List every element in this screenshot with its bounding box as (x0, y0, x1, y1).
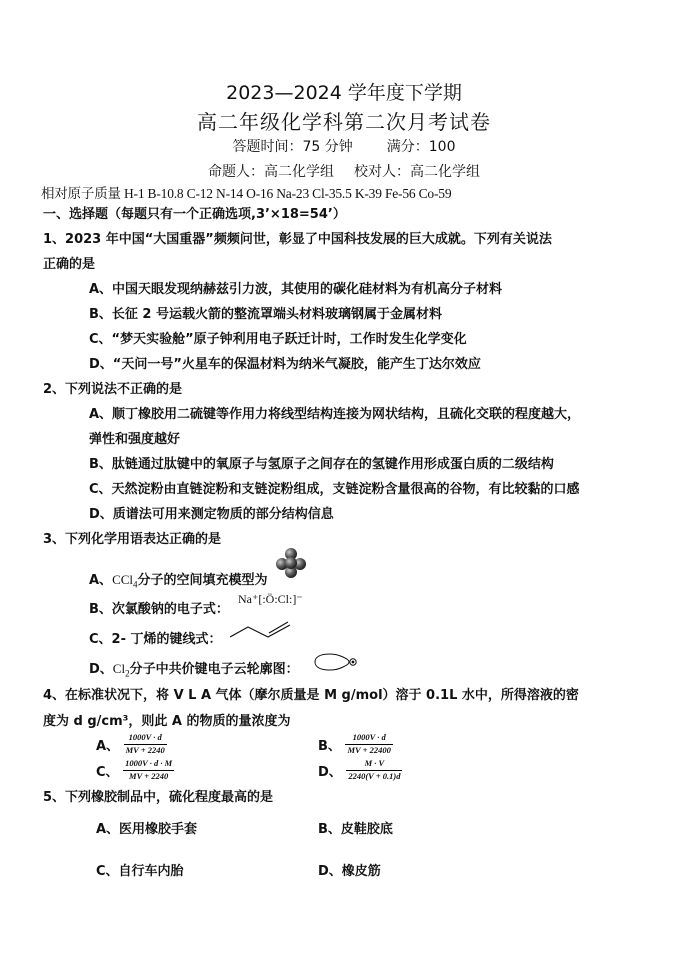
sodium-hypochlorite-electron-formula: Na⁺[:Ö:Cl:]⁻ (238, 592, 303, 606)
q3-option-c: C、2- 丁烯的键线式： (89, 632, 222, 647)
ccl4-formula: CCl (112, 572, 134, 587)
q2-stem: 2、下列说法不正确的是 (43, 382, 183, 397)
q5-stem: 5、下列橡胶制品中，硫化程度最高的是 (43, 790, 274, 805)
q5-option-c: C、自行车内胎 (96, 864, 184, 879)
q1-option-b: B、长征 2 号运载火箭的整流罩端头材料玻璃钢属于金属材料 (89, 307, 443, 322)
2-butene-skeletal-formula-icon (228, 620, 296, 640)
q3-option-d: D、$Cl_2$分子中共价键电子云轮廓图： (89, 661, 299, 679)
q4-option-c: C、 $\frac{1000V \cdot d \cdot M}{MV + 2240}$ (96, 758, 173, 781)
q4-option-a: A、 $\frac{1000V \cdot d}{MV + 2240}$ (96, 732, 165, 755)
q5-option-b: B、皮鞋胶底 (318, 822, 393, 837)
q1-stem-line1: 1、2023 年中国“大国重器”频频问世，彰显了中国科技发展的巨大成就。下列有关说法 (43, 232, 552, 247)
cl2-formula: Cl (112, 661, 126, 676)
q3-stem: 3、下列化学用语表达正确的是 (43, 532, 222, 547)
q4-option-a-fraction: $\frac{1000V \cdot d}{MV + 2240}$ (125, 732, 165, 755)
q2-option-c: C、天然淀粉由直链淀粉和支链淀粉组成，支链淀粉含量很高的谷物，有比较黏的口感 (89, 482, 580, 497)
q5-option-a: A、医用橡胶手套 (96, 822, 198, 837)
exam-title: 高二年级化学科第二次月考试卷 (197, 110, 491, 134)
q4-option-d-fraction: $\frac{M \cdot V}{2240(V + 0.1)d}$ (348, 758, 401, 781)
q4-stem-line2: 度为 d g/cm³，则此 A 的物质的量浓度为 (43, 714, 291, 729)
exam-authors (0, 161, 688, 181)
q3-option-b: B、次氯酸钠的电子式： (89, 602, 229, 617)
year-heading: 2023—2024 学年度下学期 (226, 82, 462, 104)
q1-option-a: A、中国天眼发现纳赫兹引力波，其使用的碳化硅材料为有机高分子材料 (89, 282, 503, 297)
q2-option-a-line1: A、顺丁橡胶用二硫键等作用力将线型结构连接为网状结构，且硫化交联的程度越大， (89, 407, 581, 422)
q4-option-b-fraction: $\frac{1000V \cdot d}{MV + 22400}$ (347, 732, 391, 755)
time-label: 答题时间：75 分钟 (232, 139, 353, 155)
q4-option-d: D、 $\frac{M \cdot V}{2240(V + 0.1)d}$ (318, 758, 401, 781)
q1-option-c: C、“梦天实验舱”原子钟利用电子跃迁计时，工作时发生化学变化 (89, 332, 467, 347)
q4-option-c-fraction: $\frac{1000V \cdot d \cdot M}{MV + 2240}$ (125, 758, 173, 781)
q2-option-b: B、肽链通过肽键中的氧原子与氢原子之间存在的氢键作用形成蛋白质的二级结构 (89, 457, 554, 472)
author-label: 命题人：高二化学组 (208, 164, 334, 180)
checker-label: 校对人：高二化学组 (354, 164, 480, 180)
score-label: 满分：100 (386, 139, 456, 155)
q1-option-d: D、“天问一号”火星车的保温材料为纳米气凝胶，能产生丁达尔效应 (89, 357, 481, 372)
atomic-masses: 相对原子质量 H-1 B-10.8 C-12 N-14 O-16 Na-23 Cl-35.5 K-39 Fe-56 Co-59 (41, 186, 452, 201)
q4-option-b: B、 $\frac{1000V \cdot d}{MV + 22400}$ (318, 732, 391, 755)
ccl4-space-filling-model-icon (276, 548, 306, 578)
q3-option-a: A、CCl$_4$分子的空间填充模型为 (89, 572, 268, 590)
q1-stem-line2: 正确的是 (43, 257, 96, 272)
q5-option-d: D、橡皮筋 (318, 864, 381, 879)
exam-time-score (0, 136, 688, 156)
q2-option-a-line2: 弹性和强度越好 (89, 432, 181, 447)
section-title: 一、选择题（每题只有一个正确选项,3’×18=54’） (43, 207, 346, 222)
electron-cloud-outline-icon (311, 650, 359, 674)
q2-option-d: D、质谱法可用来测定物质的部分结构信息 (89, 507, 334, 522)
q4-stem-line1: 4、在标准状况下，将 V L A 气体（摩尔质量是 M g/mol）溶于 0.1L 水中，所得溶液的密 (43, 688, 579, 703)
